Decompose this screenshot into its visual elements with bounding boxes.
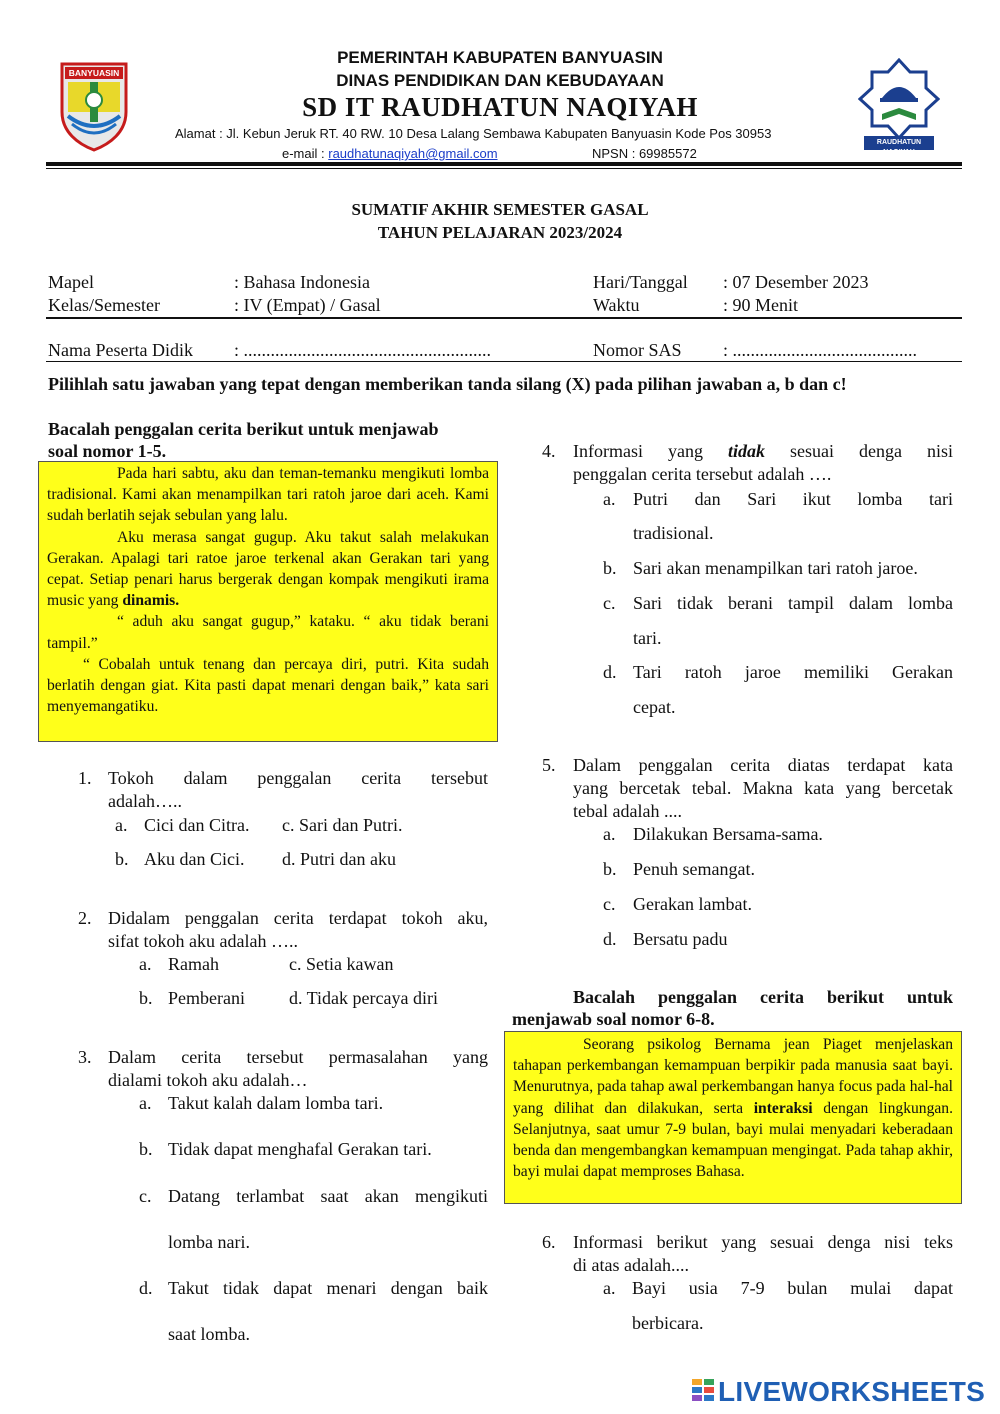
q4-line1-post: sesuai denga nisi xyxy=(765,441,953,461)
email-label: e-mail : xyxy=(282,146,325,161)
passage1-paragraph3: “ aduh aku sangat gugup,” kataku. “ aku tidak berani tampil.” xyxy=(47,613,489,652)
q2-option-a[interactable]: Ramah xyxy=(168,954,219,974)
q4-line1-pre: Informasi yang xyxy=(573,441,728,461)
info-divider xyxy=(46,317,962,319)
q5-option-d-letter[interactable]: d. xyxy=(603,929,617,949)
school-email xyxy=(282,146,498,161)
passage1-bold-word: dinamis. xyxy=(122,592,180,610)
nomor-field[interactable]: : ......................................... xyxy=(723,340,918,360)
q3-option-a[interactable]: Takut kalah dalam lomba tari. xyxy=(168,1093,384,1113)
department-title: DINAS PENDIDIKAN DAN KEBUDAYAAN xyxy=(336,71,664,90)
section2-heading-line2: menjawab soal nomor 6-8. xyxy=(512,1009,715,1029)
q2-option-d[interactable]: d. Tidak percaya diri xyxy=(289,988,438,1008)
mapel-label: Mapel xyxy=(48,272,94,292)
q4-number: 4. xyxy=(542,441,556,461)
q6-line1: Informasi berikut yang sesuai denga nisi teks xyxy=(573,1232,953,1252)
q4-option-c-line2[interactable]: tari. xyxy=(633,628,662,648)
section1-heading-line1: Bacalah penggalan cerita berikut untuk menjawab xyxy=(48,419,439,439)
nomor-label: Nomor SAS xyxy=(593,340,682,360)
q1-option-c[interactable]: c. Sari dan Putri. xyxy=(282,815,403,835)
kelas-value: : IV (Empat) / Gasal xyxy=(234,295,381,315)
q4-option-b-letter[interactable]: b. xyxy=(603,558,617,578)
q3-option-d-letter[interactable]: d. xyxy=(139,1278,153,1298)
q3-option-b[interactable]: Tidak dapat menghafal Gerakan tari. xyxy=(168,1139,432,1159)
q3-option-b-letter[interactable]: b. xyxy=(139,1139,153,1159)
q4-option-b[interactable]: Sari akan menampilkan tari ratoh jaroe. xyxy=(633,558,918,578)
q2-option-a-letter[interactable]: a. xyxy=(139,954,152,974)
q1-option-d[interactable]: d. Putri dan aku xyxy=(282,849,396,869)
q5-number: 5. xyxy=(542,755,556,775)
q2-option-c[interactable]: c. Setia kawan xyxy=(289,954,394,974)
q5-line1: Dalam penggalan cerita diatas terdapat kata xyxy=(573,755,953,775)
kelas-label: Kelas/Semester xyxy=(48,295,160,315)
q2-line1: Didalam penggalan cerita terdapat tokoh aku, xyxy=(108,908,488,928)
header-rule-thin xyxy=(46,168,962,169)
q6-number: 6. xyxy=(542,1232,556,1252)
q5-option-b[interactable]: Penuh semangat. xyxy=(633,859,755,879)
passage2-text-post: dengan lingkungan. Selanjutnya, saat umur 7-9 bulan, bayi mulai menyadari keberadaan benda dan mengembangkan kemampuan mengingat. Pada tahap akhir, bayi mulai dapat memproses Bahasa. xyxy=(513,1099,953,1181)
q5-option-d[interactable]: Bersatu padu xyxy=(633,929,728,949)
exam-title: SUMATIF AKHIR SEMESTER GASAL xyxy=(351,200,649,219)
liveworksheets-text: LIVEWORKSHEETS xyxy=(718,1376,986,1407)
q4-option-c-line1[interactable]: Sari tidak berani tampil dalam lomba xyxy=(633,593,953,613)
banyuasin-logo-text: BANYUASIN xyxy=(68,68,120,78)
q3-option-a-letter[interactable]: a. xyxy=(139,1093,152,1113)
q2-option-b[interactable]: Pemberani xyxy=(168,988,245,1008)
waktu-value: : 90 Menit xyxy=(723,295,798,315)
section1-heading xyxy=(48,418,490,462)
hari-label: Hari/Tanggal xyxy=(593,272,688,292)
q4-option-d-line1[interactable]: Tari ratoh jaroe memiliki Gerakan xyxy=(633,662,953,682)
q4-option-a-line1[interactable]: Putri dan Sari ikut lomba tari xyxy=(633,489,953,509)
q1-line1: Tokoh dalam penggalan cerita tersebut xyxy=(108,768,488,788)
q4-option-d-line2[interactable]: cepat. xyxy=(633,697,676,717)
q4-option-a-letter[interactable]: a. xyxy=(603,489,616,509)
passage1-paragraph2-text: Aku merasa sangat gugup. Aku takut salah melakukan Gerakan. Apalagi tari ratoe jaroe terkenal akan Gerakan tari yang cepat. Setiap penari harus bergerak dengan kompak mengikuti irama music yang xyxy=(47,528,489,610)
story-passage-1 xyxy=(38,461,498,742)
q4-line1 xyxy=(573,440,953,463)
q3-option-d-line2[interactable]: saat lomba. xyxy=(168,1324,250,1344)
q4-emphasis: tidak xyxy=(727,441,765,461)
passage1-paragraph2 xyxy=(47,527,489,612)
q6-line2: di atas adalah.... xyxy=(573,1255,689,1275)
q3-option-d-line1[interactable]: Takut tidak dapat menari dengan baik xyxy=(168,1278,488,1298)
npsn: NPSN : 69985572 xyxy=(592,146,697,161)
passage2-paragraph xyxy=(513,1034,953,1182)
nama-field[interactable]: : ....................................................... xyxy=(234,340,492,360)
q1-option-a[interactable]: Cici dan Citra. xyxy=(144,815,250,835)
q3-number: 3. xyxy=(78,1047,92,1067)
q1-option-a-letter[interactable]: a. xyxy=(115,815,128,835)
email-link[interactable]: raudhatunaqiyah@gmail.com xyxy=(328,146,498,161)
q5-option-a-letter[interactable]: a. xyxy=(603,824,616,844)
section2-heading xyxy=(512,986,953,1030)
q3-line1: Dalam cerita tersebut permasalahan yang xyxy=(108,1047,488,1067)
passage2-bold-word: interaksi xyxy=(753,1099,813,1117)
q4-option-c-letter[interactable]: c. xyxy=(603,593,616,613)
q2-option-b-letter[interactable]: b. xyxy=(139,988,153,1008)
passage2-text-pre: Seorang psikolog Bernama jean Piaget menjelaskan tahapan perkembangan kemampuan berpikir pada manusia saat bayi. Menurutnya, pada tahap awal perkembangan hanya focus pada hal-hal yang dilihat dan dilakukan, serta xyxy=(513,1036,953,1117)
q1-number: 1. xyxy=(78,768,92,788)
q5-line3: tebal adalah .... xyxy=(573,801,682,821)
q5-option-c[interactable]: Gerakan lambat. xyxy=(633,894,752,914)
header-rule-thick xyxy=(46,162,962,166)
q6-option-a-line1[interactable]: Bayi usia 7-9 bulan mulai dapat xyxy=(632,1278,953,1298)
instruction: Pilihlah satu jawaban yang tepat dengan memberikan tanda silang (X) pada pilihan jawaban a, b dan c! xyxy=(48,374,847,394)
name-divider xyxy=(46,361,962,362)
mapel-value: : Bahasa Indonesia xyxy=(234,272,370,292)
school-address: Alamat : Jl. Kebun Jeruk RT. 40 RW. 10 Desa Lalang Sembawa Kabupaten Banyuasin Kode Pos 30953 xyxy=(175,126,772,141)
q1-option-b-letter[interactable]: b. xyxy=(115,849,129,869)
q6-option-a-letter[interactable]: a. xyxy=(603,1278,616,1298)
q1-option-b[interactable]: Aku dan Cici. xyxy=(144,849,245,869)
q3-option-c-letter[interactable]: c. xyxy=(139,1186,152,1206)
q3-line2: dialami tokoh aku adalah… xyxy=(108,1070,308,1090)
q5-option-c-letter[interactable]: c. xyxy=(603,894,616,914)
passage1-paragraph4: “ Cobalah untuk tenang dan percaya diri, putri. Kita sudah berlatih dengan giat. Kita pasti dapat menari dengan baik,” kata sari menyemangatiku. xyxy=(47,655,489,716)
q5-line2: yang bercetak tebal. Makna kata yang bercetak xyxy=(573,778,953,798)
exam-year: TAHUN PELAJARAN 2023/2024 xyxy=(377,223,623,242)
q4-option-d-letter[interactable]: d. xyxy=(603,662,617,682)
section1-heading-line2: soal nomor 1-5. xyxy=(48,441,167,461)
passage1-paragraph1: Pada hari sabtu, aku dan teman-temanku mengikuti lomba tradisional. Kami akan menampilkan tari ratoh jaroe dari aceh. Kami sudah berlatih sejak sebulan yang lalu. xyxy=(47,465,489,525)
q3-option-c-line1[interactable]: Datang terlambat saat akan mengikuti xyxy=(168,1186,488,1206)
q3-option-c-line2[interactable]: lomba nari. xyxy=(168,1232,250,1252)
q5-option-b-letter[interactable]: b. xyxy=(603,859,617,879)
liveworksheets-brand xyxy=(692,1376,985,1408)
q5-option-a[interactable]: Dilakukan Bersama-sama. xyxy=(633,824,823,844)
q2-line2: sifat tokoh aku adalah ….. xyxy=(108,931,298,951)
q6-option-a-line2[interactable]: berbicara. xyxy=(632,1313,704,1333)
hari-value: : 07 Desember 2023 xyxy=(723,272,869,292)
story-passage-2 xyxy=(504,1031,962,1204)
q2-number: 2. xyxy=(78,908,92,928)
waktu-label: Waktu xyxy=(593,295,640,315)
q4-line2: penggalan cerita tersebut adalah …. xyxy=(573,464,832,484)
section2-heading-line1: Bacalah penggalan cerita berikut untuk xyxy=(573,987,953,1007)
school-logo-text: RAUDHATUN NAQIYAH xyxy=(876,139,922,156)
government-title: PEMERINTAH KABUPATEN BANYUASIN xyxy=(337,48,663,67)
nama-label: Nama Peserta Didik xyxy=(48,340,193,360)
school-name: SD IT RAUDHATUN NAQIYAH xyxy=(302,92,698,122)
q4-option-a-line2[interactable]: tradisional. xyxy=(633,523,714,543)
liveworksheets-logo-icon xyxy=(692,1379,714,1405)
q1-line2: adalah….. xyxy=(108,791,182,811)
